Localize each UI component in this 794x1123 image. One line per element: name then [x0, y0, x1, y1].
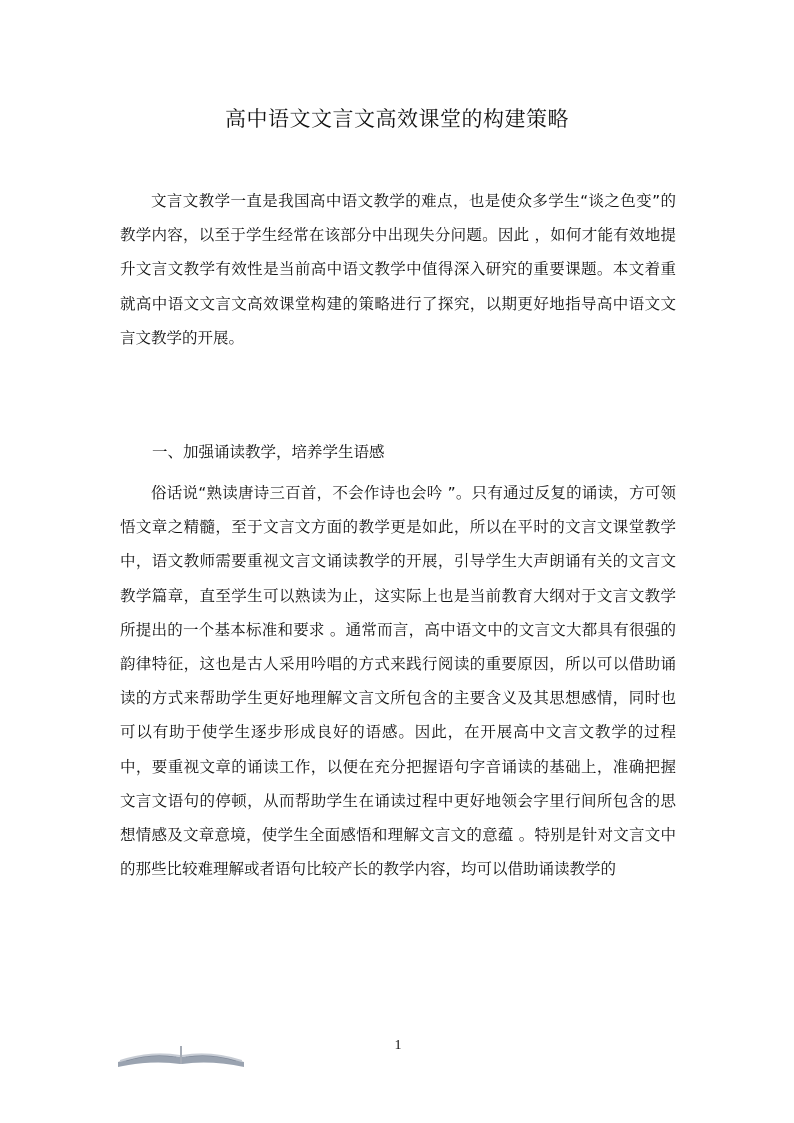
page-title: 高中语文文言文高效课堂的构建策略 — [225, 107, 569, 131]
section-heading: 一、加强诵读教学，培养学生语感 — [152, 443, 385, 461]
body-paragraph: 俗话说“熟读唐诗三百首，不会作诗也会吟 ”。只有通过反复的诵读，方可领悟文章之精髓，至于文言文方面的教学更是如此，所以在平时的文言文课堂教学中，语文教师需要重视文言文诵读教学的开展，引导学生大声朗诵有关的文言文教学篇章，直至学生可以熟读为止，这实际上也是当前教育大纲对于文言文教学所提出的一个基本标准和要求 。通常而言，高中语文中的文言文大都具有很强的韵律特征，这也是古人采用吟唱的方式来践行阅读的重要原因，所以可以借助诵读的方式来帮助学生更好地理解文言文所包含的主要含义及其思想感情，同时也可以有助于使学生逐步形成良好的语感。因此，在开展高中文言文教学的过程中，要重视文章的诵读工作，以便在充分把握语句字音诵读的基础上，准确把握文言文语句的停顿，从而帮助学生在诵读过程中更好地领会字里行间所包含的思想情感及文章意境，使学生全面感悟和理解文言文的意蕴 。特别是针对文言文中的那些比较难理解或者语句比较产长的教学内容，均可以借助诵读教学的 — [120, 484, 676, 879]
page-number: 1 — [394, 1038, 402, 1053]
open-book-icon — [116, 1042, 246, 1068]
abstract-paragraph: 文言文教学一直是我国高中语文教学的难点，也是使众多学生“谈之色变”的教学内容，以至于学生经常在该部分中出现失分问题。因此 ，如何才能有效地提升文言文教学有效性是当前高中语文教学中值得深入研究的重要课题。本文着重就高中语文文言文高效课堂构建的策略进行了探究，以期更好地指导高中语文文言文教学的开展。 — [120, 192, 676, 347]
